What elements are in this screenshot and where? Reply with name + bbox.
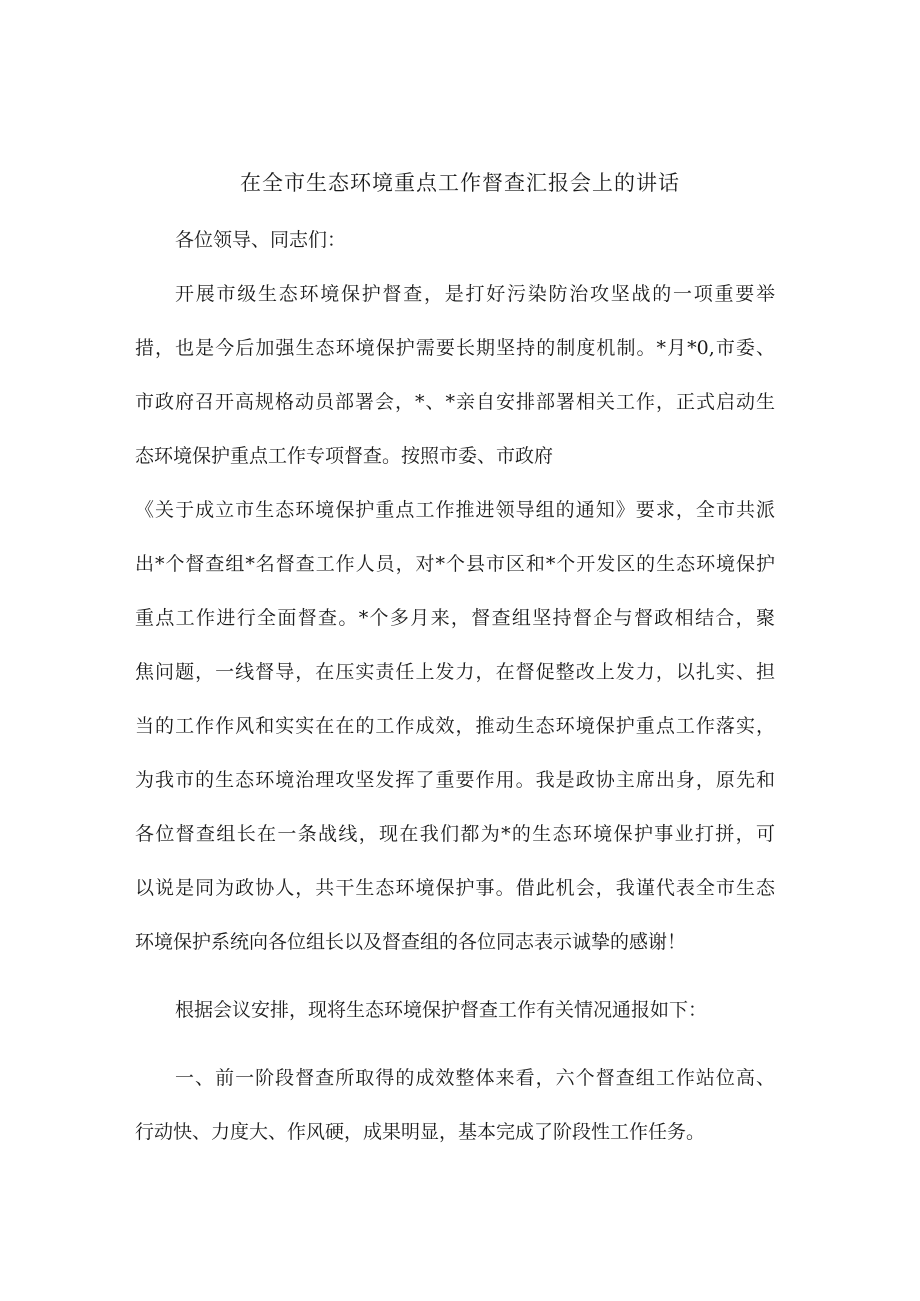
paragraph-line: 当的工作作风和实实在在的工作成效，推动生态环境保护重点工作落实， [135, 715, 775, 737]
paragraph-line: 焦问题，一线督导，在压实责任上发力，在督促整改上发力，以扎实、担 [135, 661, 775, 683]
paragraph-line: 为我市的生态环境治理攻坚发挥了重要作用。我是政协主席出身，原先和 [135, 769, 775, 791]
paragraph-line: 各位督查组长在一条战线，现在我们都为*的生态环境保护事业打拼，可 [135, 823, 775, 845]
paragraph-line: 根据会议安排，现将生态环境保护督查工作有关情况通报如下： [175, 999, 708, 1021]
paragraph-line: 态环境保护重点工作专项督查。按照市委、市政府 [135, 445, 554, 467]
paragraph-line: 重点工作进行全面督查。*个多月来，督查组坚持督企与督政相结合，聚 [135, 607, 775, 629]
paragraph-line: 以说是同为政协人，共干生态环境保护事。借此机会，我谨代表全市生态 [135, 877, 775, 899]
salutation: 各位领导、同志们： [175, 229, 347, 251]
section-heading-line: 一、前一阶段督查所取得的成效整体来看，六个督查组工作站位高、 [175, 1067, 775, 1089]
paragraph-line: 措，也是今后加强生态环境保护需要长期坚持的制度机制。*月*0,市委、 [135, 337, 775, 359]
paragraph-line: 开展市级生态环境保护督查，是打好污染防治攻坚战的一项重要举 [175, 283, 775, 305]
paragraph-line: 出*个督查组*名督查工作人员，对*个县市区和*个开发区的生态环境保护 [135, 553, 775, 575]
document-title: 在全市生态环境重点工作督查汇报会上的讲话 [240, 171, 680, 195]
paragraph-line: 行动快、力度大、作风硬，成果明显，基本完成了阶段性工作任务。 [135, 1121, 706, 1143]
paragraph-line: 市政府召开高规格动员部署会，*、*亲自安排部署相关工作，正式启动生 [135, 391, 775, 413]
paragraph-line: 《关于成立市生态环境保护重点工作推进领导组的通知》要求，全市共派 [135, 499, 775, 521]
paragraph-line: 环境保护系统向各位组长以及督查组的各位同志表示诚挚的感谢！ [135, 931, 687, 953]
